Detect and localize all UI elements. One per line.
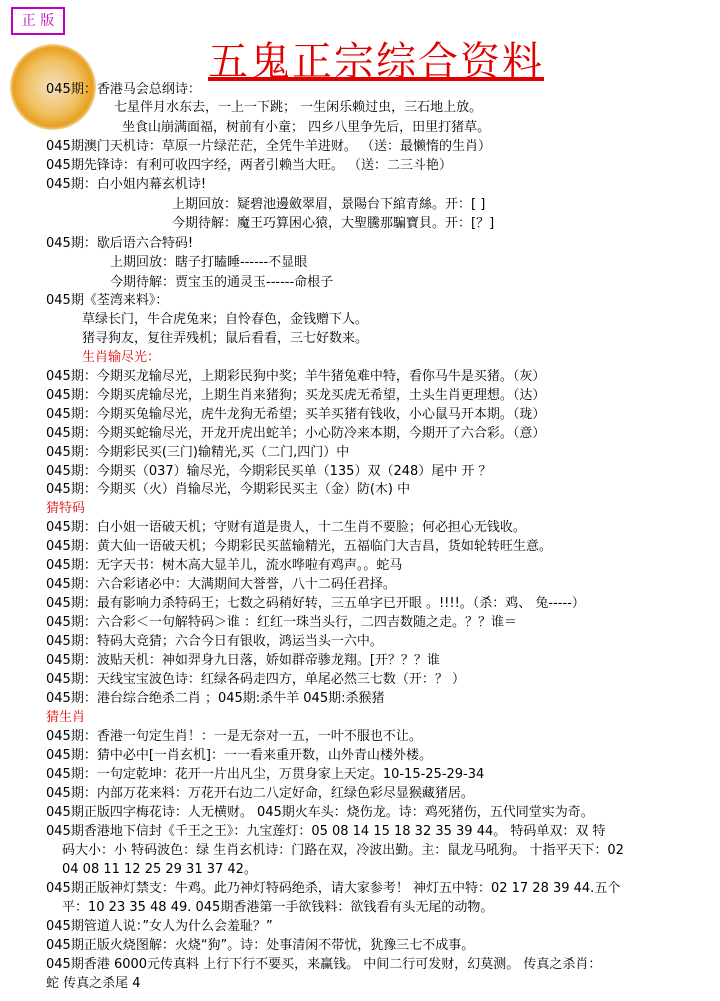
- section-heading: 猜生肖: [46, 710, 86, 725]
- text-line: 045期：港台综合绝杀二肖 ；045期:杀牛羊 045期:杀猴猪: [46, 691, 385, 706]
- text-line: 045期：歇后语六合特码!: [46, 236, 194, 251]
- text-line: 045期：今期买兔输尽光，虎牛龙狗无希望；买羊买猪有钱收，小心鼠马开本期。（珑）: [46, 407, 546, 422]
- text-line: 045期：一句定乾坤：花开一片出凡尘，万贯身家上天定。10-15-25-29-34: [46, 767, 485, 782]
- text-line: 上期回放：疑碧池邊斂翠眉，景陽台下綰青絲。开：[ ]: [172, 197, 486, 212]
- text-line: 04 08 11 12 25 29 31 37 42。: [62, 862, 257, 877]
- text-line: 045期：最有影响力杀特码王；七数之码稍好转，三五单字已开眼 。!!!!。（杀：鸡、 兔-----）: [46, 596, 585, 611]
- text-line: 045期正版火烧图解：火烧“狗”。诗：处事清闲不带忧，犹豫三七不成事。: [46, 938, 475, 953]
- text-line: 045期正版神灯禁支：牛鸡。此乃神灯特码绝杀，请大家参考！ 神灯五中特：02 17 28 39 44.五个: [46, 881, 621, 896]
- text-line: 045期：黄大仙一语破天机；今期彩民买蓝输精光，五福临门大吉昌，货如轮转旺生意。: [46, 539, 552, 554]
- text-line: 045期：今期买（火）肖输尽光，今期彩民买主（金）防(木) 中: [46, 482, 411, 497]
- text-line: 猪寻狗友，复往弄残机；鼠后看看，三七好数来。: [82, 331, 369, 346]
- text-line: 045期：今期彩民买(三门)输精光,买（二门,四门）中: [46, 445, 350, 460]
- text-line: 045期正版四字梅花诗：人无横财。 045期火车头：烧伤龙。诗：鸡死猪伤，五代同堂实为奇。: [46, 805, 594, 820]
- text-line: 码大小：小 特码波色：绿 生肖玄机诗：门路在双，冷波出勤。主：鼠龙马吼狗。 十指平天下：02: [62, 843, 624, 858]
- text-line: 045期：无字天书：树木高大显羊儿，流水哗啦有鸡声。。蛇马: [46, 558, 403, 573]
- text-line: 045期《荃湾来料》：: [46, 293, 169, 308]
- text-line: 045期：六合彩诸必中：大满期间大誉誉，八十二码任君择。: [46, 577, 396, 592]
- section-heading: 猜特码: [46, 501, 86, 516]
- text-line: 七星伴月水东去，一上一下跳； 一生闲乐赖过虫，三石地上放。: [114, 100, 483, 115]
- text-line: 045期：今期买（037）输尽光，今期彩民买单（135）双（248）尾中 开 ？: [46, 464, 492, 479]
- text-line: 045期先锋诗：有利可收四字经，两者引赖当大旺。 （送：二三斗艳）: [46, 158, 452, 173]
- text-line: 045期管道人说：”女人为什么会羞耻？”: [46, 919, 273, 934]
- text-line: 045期：今期买龙输尽光，上期彩民狗中奖；羊牛猪兔难中特，看你马牛是买猪。（灰）: [46, 369, 546, 384]
- text-line: 045期：波贴天机：神如羿身九日落，娇如群帝骖龙翔。[开？？？谁: [46, 653, 440, 668]
- text-line: 045期：特码大竞猜；六合今日有银收，鸿运当头一六中。: [46, 634, 383, 649]
- text-line: 045期：六合彩＜一句解特码＞谁 ：红红一珠当头行，二四吉数随之走。？？谁＝: [46, 615, 517, 630]
- page-title: 五鬼正宗综合资料: [208, 39, 544, 85]
- text-line: 045期香港 6000元传真料 上行下行不要买，来赢钱。 中间二行可发财，幻莫测。 传真之杀肖：: [46, 957, 602, 972]
- text-line: 045期：猜中必中[一肖玄机]：一一看来重开数，山外青山楼外楼。: [46, 748, 432, 763]
- text-line: 草绿长门，牛合虎兔来；自怜春色，金钱赠下人。: [82, 312, 369, 327]
- text-line: 045期澳门天机诗：草原一片绿茫茫，全凭牛羊进财。 （送：最懒惰的生肖）: [46, 139, 491, 154]
- text-line: 045期：内部万花来料：万花开右边二八定好命，红绿色彩尽显猴藏猪居。: [46, 786, 474, 801]
- text-line: 上期回放：瞎子打瞌睡------不显眼: [110, 255, 308, 270]
- text-line: 045期：今期买蛇输尽光，开龙开虎出蛇羊；小心防冷来本期，今期开了六合彩。（意）: [46, 426, 546, 441]
- text-line: 平：10 23 35 48 49. 045期香港第一手欲钱料：欲钱看有头无尾的动物。: [62, 900, 494, 915]
- section-heading: 生肖输尽光：: [82, 350, 161, 365]
- text-line: 045期：天线宝宝波色诗：红绿各码走四方，单尾必然三七数（开：？ ）: [46, 672, 465, 687]
- text-line: 蛇 传真之杀尾 4: [46, 976, 141, 991]
- text-line: 045期：今期买虎输尽光，上期生肖来猪狗；买龙买虎无希望，土头生肖更理想。（达）: [46, 388, 546, 403]
- text-line: 今期待解：贾宝玉的通灵玉------命根子: [110, 275, 334, 290]
- text-line: 今期待解：魔王巧算困心猿，大聖騰那騙寶貝。开：[？]: [172, 216, 495, 231]
- text-line: 045期：香港马会总纲诗：: [46, 82, 201, 97]
- text-line: 045期：白小姐内幕玄机诗!: [46, 177, 207, 192]
- text-line: 045期：白小姐一语破天机；守财有道是贵人，十二生肖不要脸；何必担心无钱收。: [46, 520, 526, 535]
- edition-badge: 正 版: [11, 7, 65, 35]
- text-line: 045期：香港一句定生肖！：一是无奈对一五，一叶不服也不让。: [46, 729, 422, 744]
- text-line: 045期香港地下信封《千王之王》：九宝莲灯：05 08 14 15 18 32 35 39 44。 特码单双：双 特: [46, 824, 606, 839]
- text-line: 坐食山崩满面福，树前有小童； 四乡八里争先后，田里打猪草。: [122, 120, 491, 135]
